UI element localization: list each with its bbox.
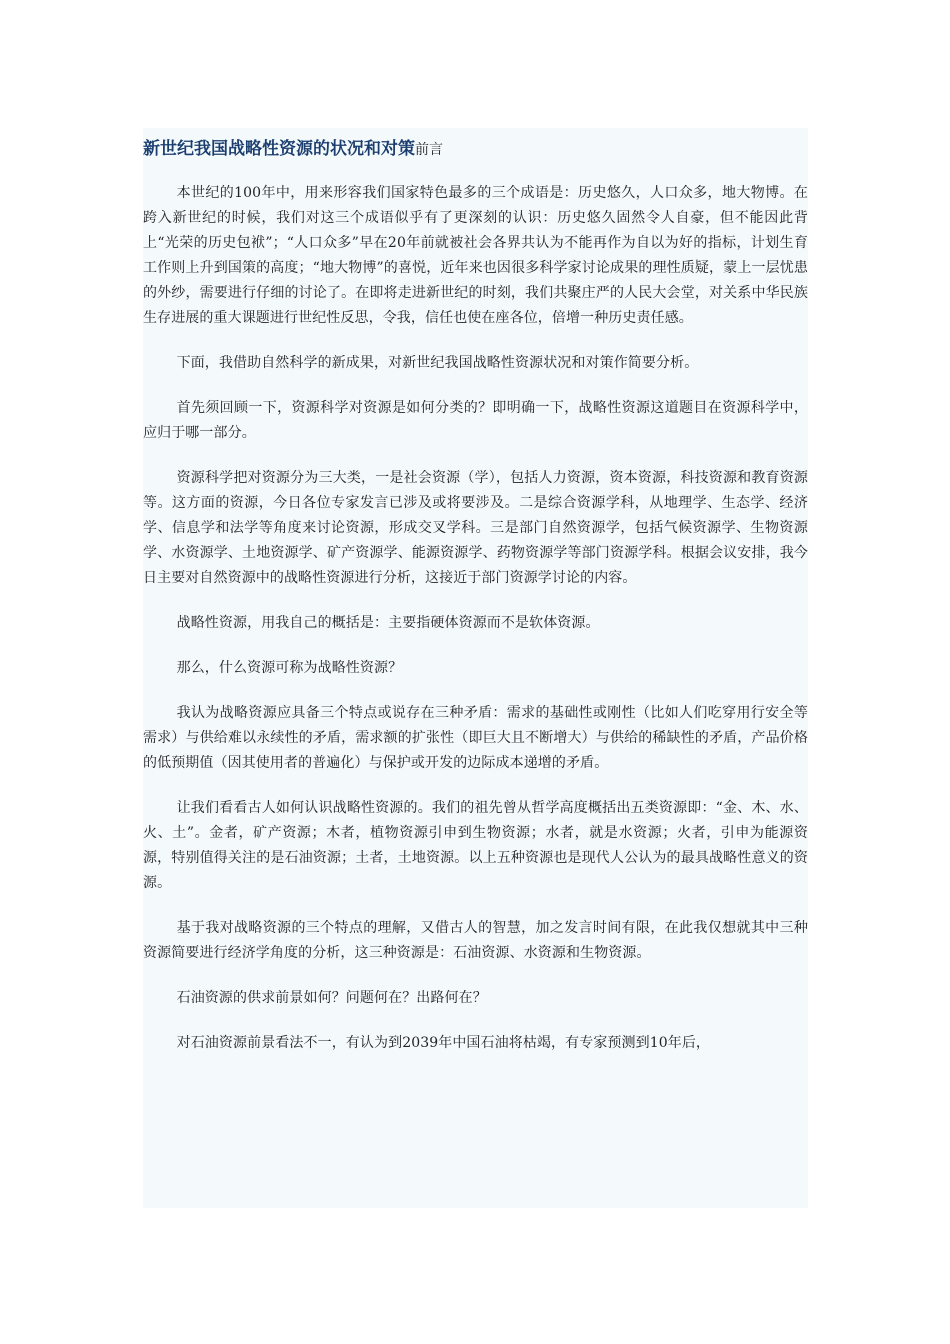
paragraph: 我认为战略资源应具备三个特点或说存在三种矛盾：需求的基础性或刚性（比如人们吃穿用行安全等需求）与供给难以永续性的矛盾，需求额的扩张性（即巨大且不断增大）与供给的稀缺性的矛盾，产品价格的低预期值（因其使用者的普遍化）与保护或开发的边际成本递增的矛盾。	[143, 705, 808, 771]
article-subtitle: 前言	[415, 142, 443, 158]
article-title-line	[143, 135, 808, 164]
paragraph: 石油资源的供求前景如何？问题何在？出路何在？	[176, 990, 487, 1006]
paragraph: 基于我对战略资源的三个特点的理解，又借古人的智慧，加之发言时间有限，在此我仅想就其中三种资源简要进行经济学角度的分析，这三种资源是：石油资源、水资源和生物资源。	[143, 920, 808, 961]
paragraph: 让我们看看古人如何认识战略性资源的。我们的祖先曾从哲学高度概括出五类资源即：“金、木、水、火、土”。金者，矿产资源；木者，植物资源引申到生物资源；水者，就是水资源；火者，引申为能源资源，特别值得关注的是石油资源；土者，土地资源。以上五种资源也是现代人公认为的最具战略性意义的资源。	[143, 800, 808, 891]
paragraph: 对石油资源前景看法不一，有认为到2039年中国石油将枯竭，有专家预测到10年后，	[176, 1035, 711, 1051]
article-body	[143, 181, 808, 1056]
paragraph: 首先须回顾一下，资源科学对资源是如何分类的？即明确一下，战略性资源这道题目在资源科学中，应归于哪一部分。	[143, 400, 808, 441]
paragraph: 下面，我借助自然科学的新成果，对新世纪我国战略性资源状况和对策作简要分析。	[176, 355, 699, 371]
article-panel	[143, 128, 808, 1208]
paragraph: 那么，什么资源可称为战略性资源？	[176, 660, 403, 676]
paragraph: 本世纪的100年中，用来形容我们国家特色最多的三个成语是：历史悠久，人口众多，地大物博。在跨入新世纪的时候，我们对这三个成语似乎有了更深刻的认识：历史悠久固然令人自豪，但不能因此背上“光荣的历史包袱”；“人口众多”早在20年前就被社会各界共认为不能再作为自以为好的指标，计划生育工作则上升到国策的高度；“地大物博”的喜悦，近年来也因很多科学家讨论成果的理性质疑，蒙上一层忧患的外纱，需要进行仔细的讨论了。在即将走进新世纪的时刻，我们共聚庄严的人民大会堂，对关系中华民族生存进展的重大课题进行世纪性反思，令我，信任也使在座各位，倍增一种历史责任感。	[143, 185, 808, 326]
paragraph: 资源科学把对资源分为三大类，一是社会资源（学），包括人力资源，资本资源，科技资源和教育资源等。这方面的资源，今日各位专家发言已涉及或将要涉及。二是综合资源学科，从地理学、生态学、经济学、信息学和法学等角度来讨论资源，形成交叉学科。三是部门自然资源学，包括气候资源学、生物资源学、水资源学、土地资源学、矿产资源学、能源资源学、药物资源学等部门资源学科。根据会议安排，我今日主要对自然资源中的战略性资源进行分析，这接近于部门资源学讨论的内容。	[143, 470, 808, 586]
paragraph: 战略性资源，用我自己的概括是：主要指硬体资源而不是软体资源。	[176, 615, 600, 631]
article-title: 新世纪我国战略性资源的状况和对策	[143, 139, 415, 159]
